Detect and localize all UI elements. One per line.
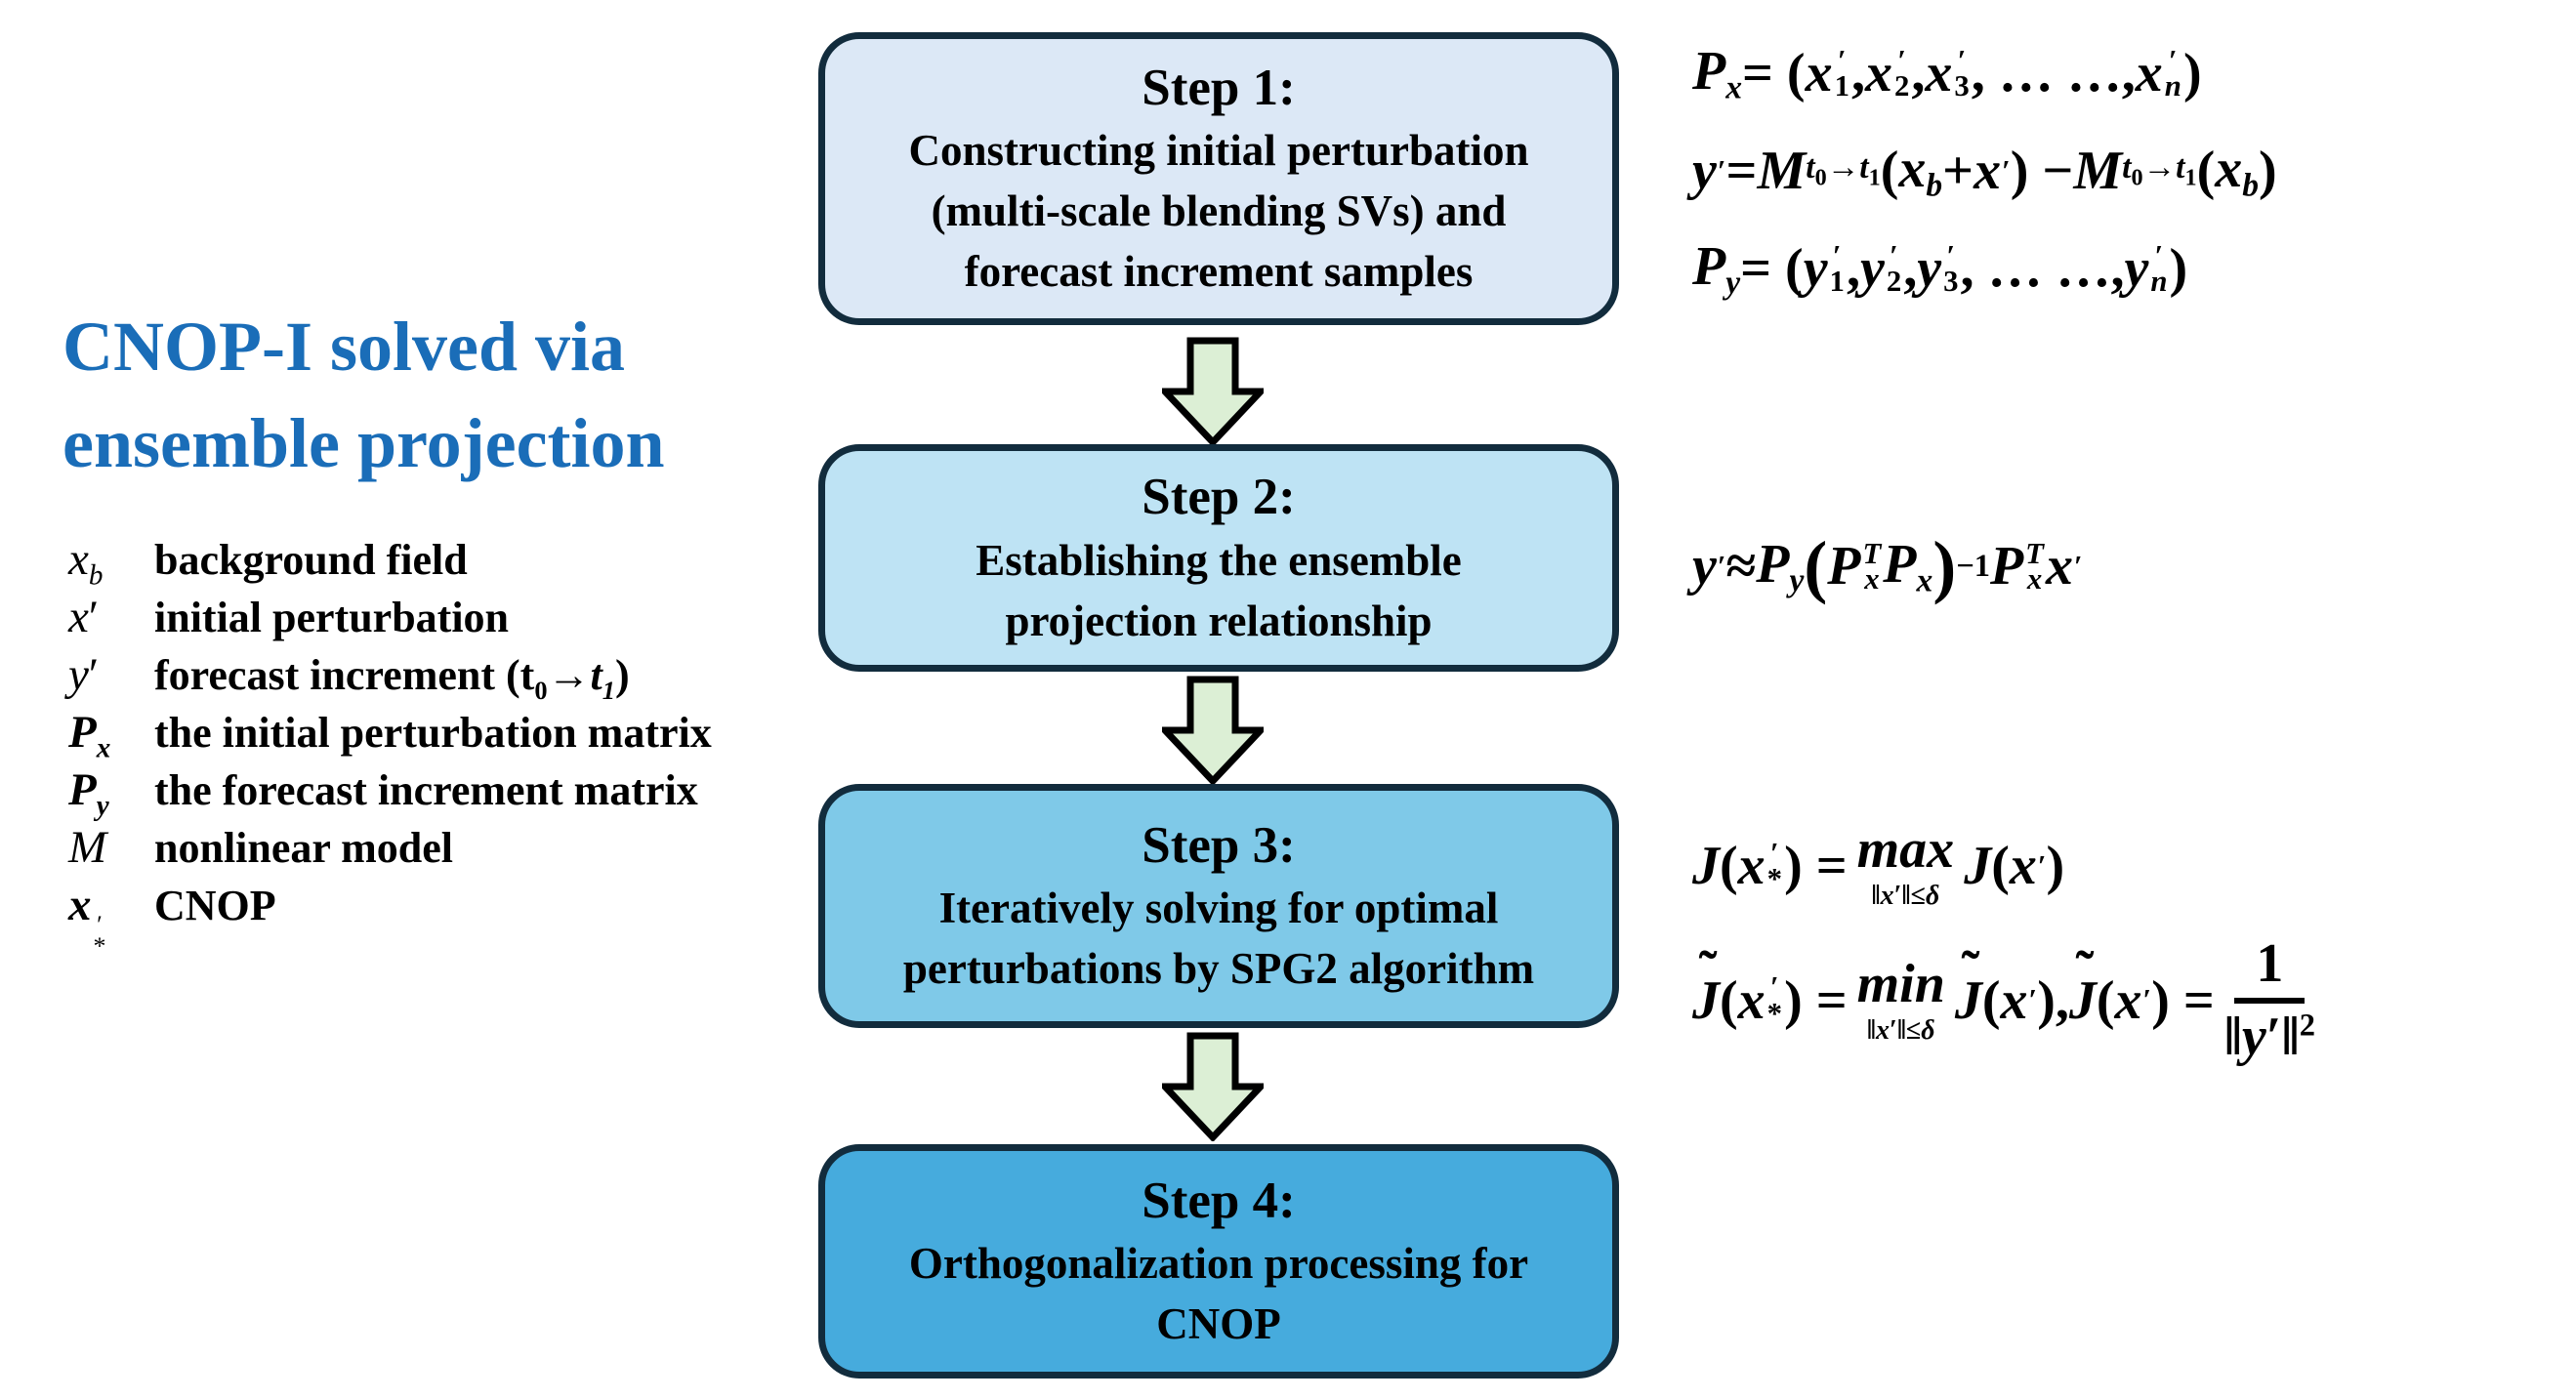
legend-symbol: $P_x$ xyxy=(68,707,111,764)
step-4-text-line: Orthogonalization processing for xyxy=(908,1239,1529,1289)
legend-label: nonlinear model xyxy=(154,824,454,872)
legend-symbol: M xyxy=(68,822,107,873)
equation-px-definition: $P_x$ = ( x ′ 1 , x ′ 2 , x ′ 3 , … …, x ′ n ) xyxy=(1692,40,2202,106)
legend-row-nonlinear-model xyxy=(68,821,712,879)
legend-row-increment-matrix xyxy=(68,763,712,821)
step-1-box xyxy=(818,32,1619,325)
page-title xyxy=(62,299,665,492)
legend-row-initial-perturbation xyxy=(68,591,712,648)
down-arrow-icon xyxy=(1162,676,1264,785)
step-2-heading: Step 2: xyxy=(1142,469,1296,526)
legend-row-cnop xyxy=(68,879,712,960)
equation-cost-function-max: J ( x ′ * ) = max ‖x′‖≤δ J ( x ′ ) xyxy=(1692,819,2065,911)
step-4-heading: Step 4: xyxy=(1142,1172,1296,1229)
legend-label: the initial perturbation matrix xyxy=(154,709,712,757)
equation-forecast-increment: y ′ = M $t_0\to t_1$ ( $x_b$ + x ′ ) − M $t_0\to t_1$ ( $x_b$ ) xyxy=(1692,138,2277,204)
equation-ensemble-projection: y ′ ≈ $P_y$ ( P T x $P_x$ ) −1 P T x x ′ xyxy=(1692,526,2083,605)
step-4-box xyxy=(818,1144,1619,1378)
down-arrow-shape xyxy=(1165,341,1261,442)
down-arrow-shape xyxy=(1165,1036,1261,1137)
step-1-text-line: (multi-scale blending SVs) and xyxy=(931,186,1507,236)
step-1-heading: Step 1: xyxy=(1142,59,1296,116)
step-2-box xyxy=(818,444,1619,672)
legend-symbol: $P_y$ xyxy=(68,764,109,822)
down-arrow-icon xyxy=(1162,1032,1264,1141)
step-3-heading: Step 3: xyxy=(1142,816,1296,874)
legend-row-background-field xyxy=(68,533,712,591)
step-3-box xyxy=(818,784,1619,1028)
legend-label: forecast increment $(t_0\to t_1)$ xyxy=(154,651,630,705)
legend-symbol: x ′ * xyxy=(68,880,106,960)
down-arrow-icon xyxy=(1162,337,1264,446)
legend-row-perturbation-matrix xyxy=(68,706,712,763)
legend-label: CNOP xyxy=(154,882,276,929)
step-2-text-line: Establishing the ensemble xyxy=(976,535,1462,585)
legend-label: the forecast increment matrix xyxy=(154,766,698,814)
legend-symbol: $x_b$ xyxy=(68,534,104,592)
equation-py-definition: $P_y$ = ( y ′ 1 , y ′ 2 , y ′ 3 , … …, y ′ n ) xyxy=(1692,235,2188,302)
step-1-text-line: forecast increment samples xyxy=(964,247,1474,297)
step-2-text-line: projection relationship xyxy=(1005,596,1433,645)
down-arrow-shape xyxy=(1165,679,1261,781)
step-1-text-line: Constructing initial perturbation xyxy=(908,125,1529,175)
equation-cost-function-min: J ( x ′ * ) = min ‖x′‖≤δ J ( x ′ ), J ( x ′ ) = $\frac{1}{‖y'‖^2}$ xyxy=(1692,933,2315,1067)
title-line-2: ensemble projection xyxy=(62,404,665,482)
legend-symbol: y′ xyxy=(68,649,100,700)
legend-symbol: x′ xyxy=(68,592,100,642)
symbol-legend xyxy=(68,533,712,960)
title-line-1: CNOP-I solved via xyxy=(62,308,625,386)
legend-label: initial perturbation xyxy=(154,594,510,641)
step-4-text-line: CNOP xyxy=(1156,1299,1281,1349)
step-3-text-line: Iteratively solving for optimal xyxy=(938,884,1499,933)
step-3-text-line: perturbations by SPG2 algorithm xyxy=(902,944,1535,994)
legend-label: background field xyxy=(154,536,468,584)
legend-row-forecast-increment xyxy=(68,648,712,706)
